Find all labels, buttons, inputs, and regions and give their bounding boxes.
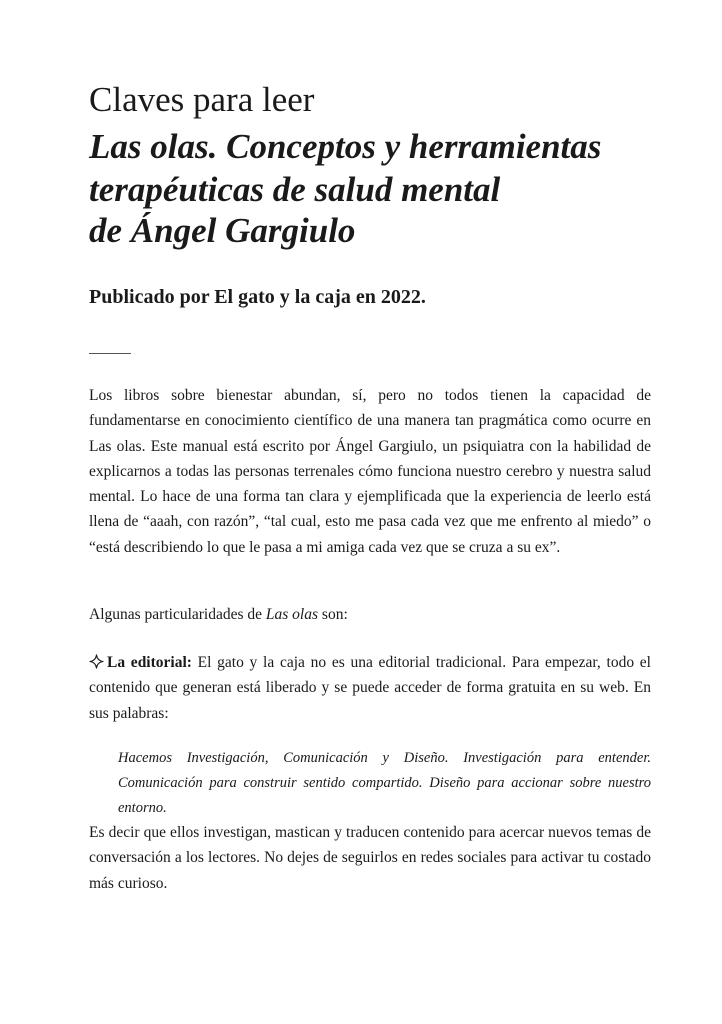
closing-paragraph: Es decir que ellos investigan, mastican y traducen contenido para acercar nuevos temas de conversación a los lectores. No dejes de seguirlos en redes sociales para activar tu costado más curioso. [89,824,651,892]
section-divider [89,353,131,354]
particularities-suffix: son: [318,606,348,623]
particularities-paragraph [89,602,651,627]
book-title-line-1: Las olas. Conceptos y herramientas [89,127,602,166]
page-title: Claves para leer [89,80,315,119]
editorial-text: El gato y la caja no es una editorial tradicional. Para empezar, todo el contenido que generan está liberado y se puede acceder de forma gratuita en su web. En sus palabras: [89,654,651,722]
book-title-line-3: de Ángel Gargiulo [89,211,356,250]
publisher-line: Publicado por El gato y la caja en 2022. [89,286,426,308]
intro-paragraph: Los libros sobre bienestar abundan, sí, pero no todos tienen la capacidad de fundamentarse en conocimiento científico de una manera tan pragmática como ocurre en Las olas. Este manual está escrito por Ángel Gargiulo, un psiquiatra con la habilidad de explicarnos a todas las personas terrenales cómo funciona nuestro cerebro y nuestra salud mental. Lo hace de una forma tan clara y ejemplificada que la experiencia de leerlo está llena de “aaah, con razón”, “tal cual, esto me pasa cada vez que me enfrento al miedo” o “está describiendo lo que le pasa a mi amiga cada vez que se cruza a su ex”. [89,387,651,556]
sparkle-icon [89,654,104,669]
book-title-line-2: terapéuticas de salud mental [89,170,501,209]
particularities-book-title: Las olas [265,606,319,623]
editorial-quote: Hacemos Investigación, Comunicación y Diseño. Investigación para entender. Comunicación para construir sentido compartido. Diseño para accionar sobre nuestro entorno. [118,750,651,816]
editorial-paragraph [89,650,651,726]
editorial-label: La editorial: [107,654,192,671]
particularities-prefix: Algunas particularidades de [89,606,266,623]
